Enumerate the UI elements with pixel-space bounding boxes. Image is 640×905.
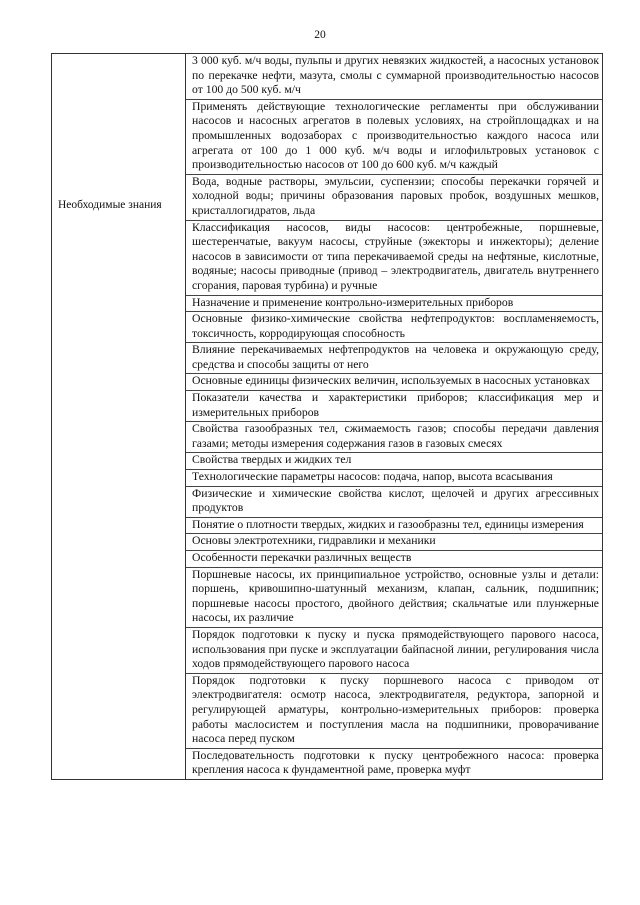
table-row: Особенности перекачки различных веществ [186, 551, 602, 568]
section-label: Необходимые знания [58, 199, 162, 211]
table-row: Свойства твердых и жидких тел [186, 453, 602, 470]
table-row: Вода, водные растворы, эмульсии, суспензии; способы перекачки горячей и холодной воды; причины образования паровых пробок, воздушных мешков, кристаллогидратов, льда [186, 175, 602, 221]
table-row [52, 54, 603, 780]
table-row: Применять действующие технологические регламенты при обслуживании насосов и насосных агрегатов в полевых условиях, на стройплощадках и на промышленных водозаборах с производительностью каждого насоса или агрегата от 100 до 1 000 куб. м/ч воды и иглофильтровых установок с производительностью насосов от 100 до 600 куб. м/ч каждый [186, 100, 602, 175]
table-row: Поршневые насосы, их принципиальное устройство, основные узлы и детали: поршень, кривошипно-шатунный механизм, клапан, сальник, подшипник; поршневые насосы простого, двойного действия; скальчатые или плунжерные насосы, их различие [186, 568, 602, 628]
table-row: Порядок подготовки к пуску и пуска прямодействующего парового насоса, использования при пуске и эксплуатации байпасной линии, регулирования числа ходов прямодействующего парового насоса [186, 628, 602, 674]
table-row: Последовательность подготовки к пуску центробежного насоса: проверка крепления насоса к фундаментной раме, проверка муфт [192, 748, 599, 777]
table-row: Влияние перекачиваемых нефтепродуктов на человека и окружающую среду, средства и способы защиты от него [186, 343, 602, 374]
table-row: Основные единицы физических величин, используемых в насосных установках [186, 374, 602, 391]
requirements-table [51, 53, 603, 780]
table-row: Физические и химические свойства кислот, щелочей и других агрессивных продуктов [186, 487, 602, 518]
table-row: Показатели качества и характеристики приборов; классификация мер и измерительных приборов [186, 391, 602, 422]
table-row: Понятие о плотности твердых, жидких и газообразны тел, единицы измерения [186, 518, 602, 535]
table-row: Свойства газообразных тел, сжимаемость газов; способы передачи давления газами; методы измерения содержания газов в газовых смесях [186, 422, 602, 453]
label-cell [52, 54, 186, 780]
page-number: 20 [314, 29, 326, 41]
table-row: Технологические параметры насосов: подача, напор, высота всасывания [186, 470, 602, 487]
table-row: 3 000 куб. м/ч воды, пульпы и других невязких жидкостей, а насосных установок по перекачке нефти, мазута, смолы с суммарной производительностью насосов от 100 до 500 куб. м/ч [186, 54, 602, 100]
table-row: Основные физико-химические свойства нефтепродуктов: воспламеняемость, токсичность, корродирующая способность [186, 312, 602, 343]
content-cell [186, 54, 603, 780]
table-row: Основы электротехники, гидравлики и механики [186, 534, 602, 551]
table-row: Порядок подготовки к пуску поршневого насоса с приводом от электродвигателя: осмотр насоса, электродвигателя, редуктора, запорной и регулирующей арматуры, контрольно-измерительных приборов: проверка работы маслосистем и поступления масла на подшипники, проворачивание насоса перед пуском [186, 674, 602, 749]
table-row: Классификация насосов, виды насосов: центробежные, поршневые, шестеренчатые, вакуум насосы, струйные (эжекторы и инжекторы); деление насосов в зависимости от типа перекачиваемой среды на нефтяные, кислотные, водяные; насосы приводные (привод – электродвигатель, двигатель внутреннего сгорания, паровая турбина) и ручные [186, 221, 602, 296]
table-row: Назначение и применение контрольно-измерительных приборов [186, 296, 602, 313]
